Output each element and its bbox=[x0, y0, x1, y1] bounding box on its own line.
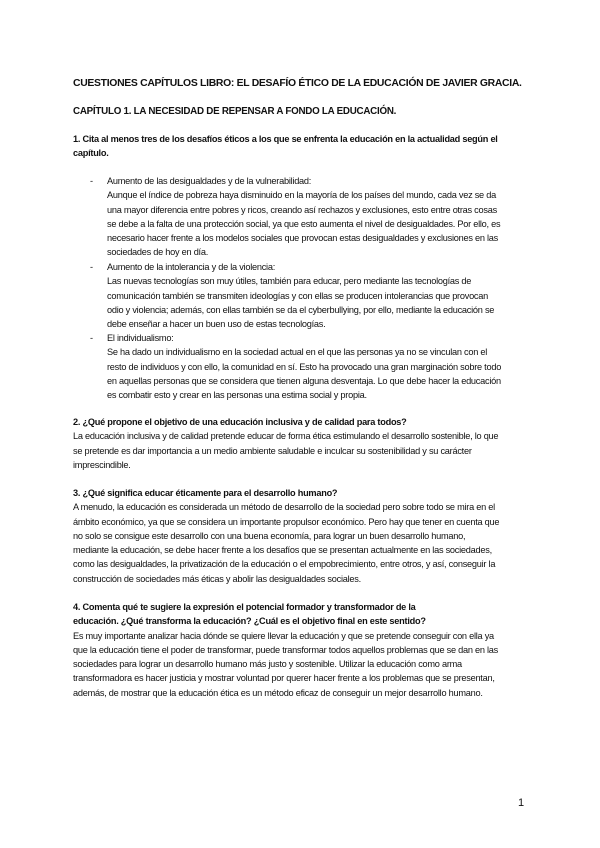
bullet-inequality: Aumento de las desigualdades y de la vulnerabilidad: Aunque el índice de pobreza haya disminuido en la mayoría de los países del mundo, cada vez se da una mayor diferencia entre pobres y ricos, creando así rechazos y exclusiones, esto entre otras cosas se debe a la falta de una protección social, ya que esto aumenta el nivel de desigualdades. Por ello, es necesario hacer frente a los modelos sociales que provocan estas desigualdades y exclusiones en las sociedades de hoy en día. bbox=[107, 176, 501, 258]
bullet-marker: - bbox=[90, 333, 94, 343]
question-4: 4. Comenta qué te sugiere la expresión el potencial formador y transformador de la educación. ¿Qué transforma la educación? ¿Cuál es el objetivo final en este sentido? Es muy importante analizar hacia dónde se quiere llevar la educación y que se pretende conseguir con ella ya que la educación tiene el poder de transformar, puede transformar todos aquellos problemas que se dan en las sociedades para lograr un desarrollo humano más justo y sostenible. Utilizar la educación como arma transformadora es hacer justicia y mostrar voluntad por querer hacer frente a los problemas que se presentan, además, de mostrar que la educación ética es un método eficaz de conseguir un mejor desarrollo humano. bbox=[73, 602, 499, 698]
chapter-heading: CAPÍTULO 1. LA NECESIDAD DE REPENSAR A FONDO LA EDUCACIÓN. bbox=[73, 106, 397, 117]
document-title: CUESTIONES CAPÍTULOS LIBRO: EL DESAFÍO ÉTICO DE LA EDUCACIÓN DE JAVIER GRACIA. bbox=[73, 78, 522, 89]
bullet-individualism: El individualismo: Se ha dado un individualismo en la sociedad actual en el que las personas ya no se vinculan con el resto de individuos y con ello, la comunidad en sí. Esto ha provocado una gran marginación sobre todo en aquellas personas que se considera que tienen alguna desventaja. Lo que debe hacer la educación es combatir esto y crear en las personas una estima social y propia. bbox=[107, 333, 502, 401]
question-3: 3. ¿Qué significa educar éticamente para el desarrollo humano? A menudo, la educación es considerada un método de desarrollo de la sociedad pero sobre todo se mira en el ámbito económico, ya que se considera un importante propulsor económico. Pero hay que tener en cuenta que no solo se consigue este desarrollo con una buena economía, para lograr un buen desarrollo humano, mediante la educación, se debe hacer frente a los desafíos que se presentan actualmente en las sociedades, como las desigualdades, la privatización de la educación o el empobrecimiento, entre otros, y así, conseguir la construcción de sociedades más éticas y abolir las desigualdades sociales. bbox=[73, 488, 500, 584]
bullet-marker: - bbox=[90, 262, 94, 272]
question-1: 1. Cita al menos tres de los desafíos éticos a los que se enfrenta la educación en la actualidad según el capítulo. bbox=[73, 134, 498, 159]
bullet-marker: - bbox=[90, 176, 94, 186]
question-2: 2. ¿Qué propone el objetivo de una educación inclusiva y de calidad para todos? La educación inclusiva y de calidad pretende educar de forma ética estimulando el desarrollo sostenible, lo que se pretende es dar importancia a un medio ambiente saludable e inculcar su sostenibilidad y su carácter imprescindible. bbox=[73, 417, 499, 470]
page-number: 1 bbox=[518, 797, 525, 809]
bullet-intolerance: Aumento de la intolerancia y de la violencia: Las nuevas tecnologías son muy útiles, también para educar, pero mediante las tecnologías de comunicación también se transmiten ideologías y con ellas se producen intolerancias que provocan odio y violencia; además, con ellas también se da el cyberbullying, por ello, mediante la educación se debe enseñar a hacer un buen uso de estas tecnologías. bbox=[107, 262, 495, 330]
